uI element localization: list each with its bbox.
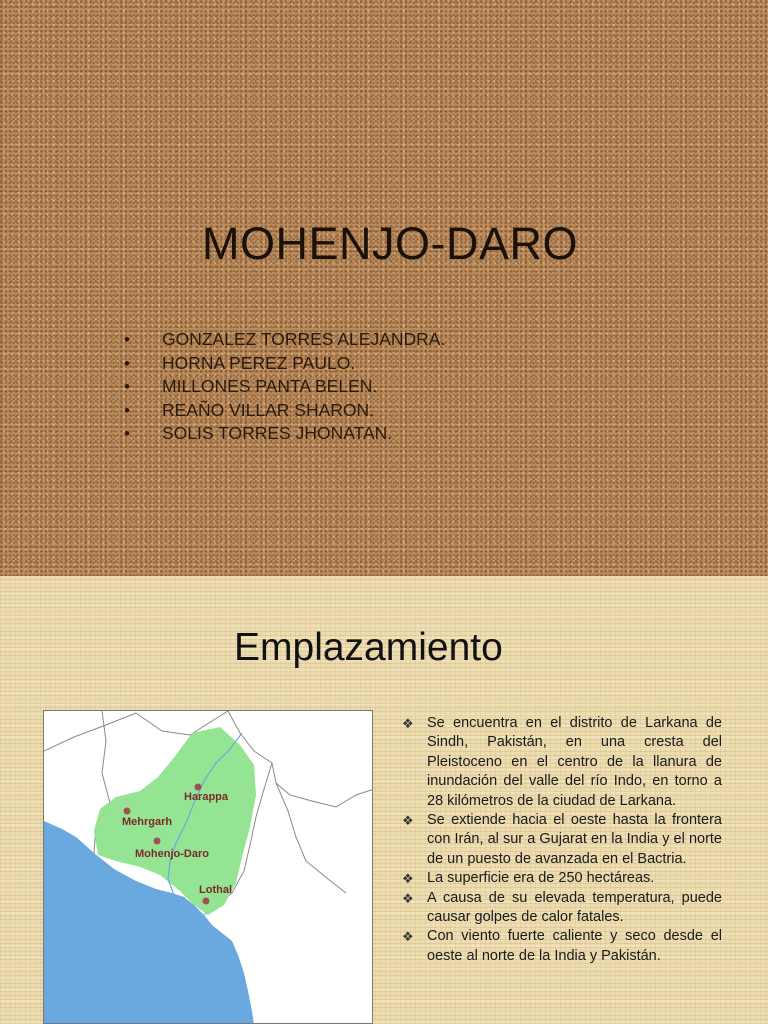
bullet-icon: •: [124, 330, 130, 349]
list-item: [402, 927, 722, 966]
list-item: [402, 889, 722, 928]
lothal-dot: [203, 898, 210, 905]
diamond-bullet-icon: ❖: [402, 716, 414, 731]
mehrgarh-label: Mehrgarh: [122, 816, 173, 828]
slide-title: MOHENJO-DARO: [202, 218, 578, 269]
indus-map: [43, 710, 373, 1024]
members-list: [120, 328, 445, 446]
list-item: [402, 869, 722, 888]
list-item: [120, 352, 445, 376]
mohenjo-daro-dot: [154, 838, 161, 845]
bullet-icon: •: [124, 353, 130, 373]
mehrgarh-dot: [124, 808, 131, 815]
member-name: SOLIS TORRES JHONATAN.: [162, 423, 393, 443]
lothal-label: Lothal: [199, 884, 232, 896]
diamond-bullet-icon: ❖: [402, 871, 414, 887]
list-item: [402, 714, 722, 811]
bullet-icon: •: [124, 377, 130, 396]
fact-text: A causa de su elevada temperatura, puede causar golpes de calor fatales.: [427, 889, 722, 926]
harappa-dot: [195, 784, 202, 791]
list-item: [120, 328, 445, 352]
member-name: HORNA PEREZ PAULO.: [162, 352, 356, 373]
list-item: [402, 811, 722, 869]
diamond-bullet-icon: ❖: [402, 890, 414, 906]
mohenjo-daro-label: Mohenjo-Daro: [135, 848, 209, 860]
bullet-icon: •: [124, 424, 130, 443]
list-item: [120, 422, 445, 446]
slide-title: Emplazamiento: [234, 626, 503, 669]
list-item: [120, 375, 445, 399]
fact-text: Se extiende hacia el oeste hasta la frontera con Irán, al sur a Gujarat en la India y el norte de un puesto de avanzada en el Bactria.: [427, 812, 722, 867]
member-name: REAÑO VILLAR SHARON.: [162, 399, 374, 420]
bullet-icon: •: [124, 400, 130, 420]
harappa-label: Harappa: [184, 791, 229, 803]
fact-text: Con viento fuerte caliente y seco desde el oeste al norte de la India y Pakistán.: [427, 928, 722, 964]
fact-text: La superficie era de 250 hectáreas.: [427, 870, 655, 887]
location-slide: [0, 576, 768, 1024]
map-graphic: [44, 711, 373, 1024]
diamond-bullet-icon: ❖: [402, 813, 414, 829]
member-name: GONZALEZ TORRES ALEJANDRA.: [162, 329, 446, 349]
member-name: MILLONES PANTA BELEN.: [162, 376, 378, 396]
facts-list: [402, 714, 722, 966]
diamond-bullet-icon: ❖: [402, 929, 414, 945]
fact-text: Se encuentra en el distrito de Larkana de Sindh, Pakistán, en una cresta del Pleistoceno en el centro de la llanura de inundación del valle del río Indo, en torno a 28 kilómetros de la ciudad de Larkana.: [427, 715, 722, 809]
list-item: [120, 399, 445, 423]
